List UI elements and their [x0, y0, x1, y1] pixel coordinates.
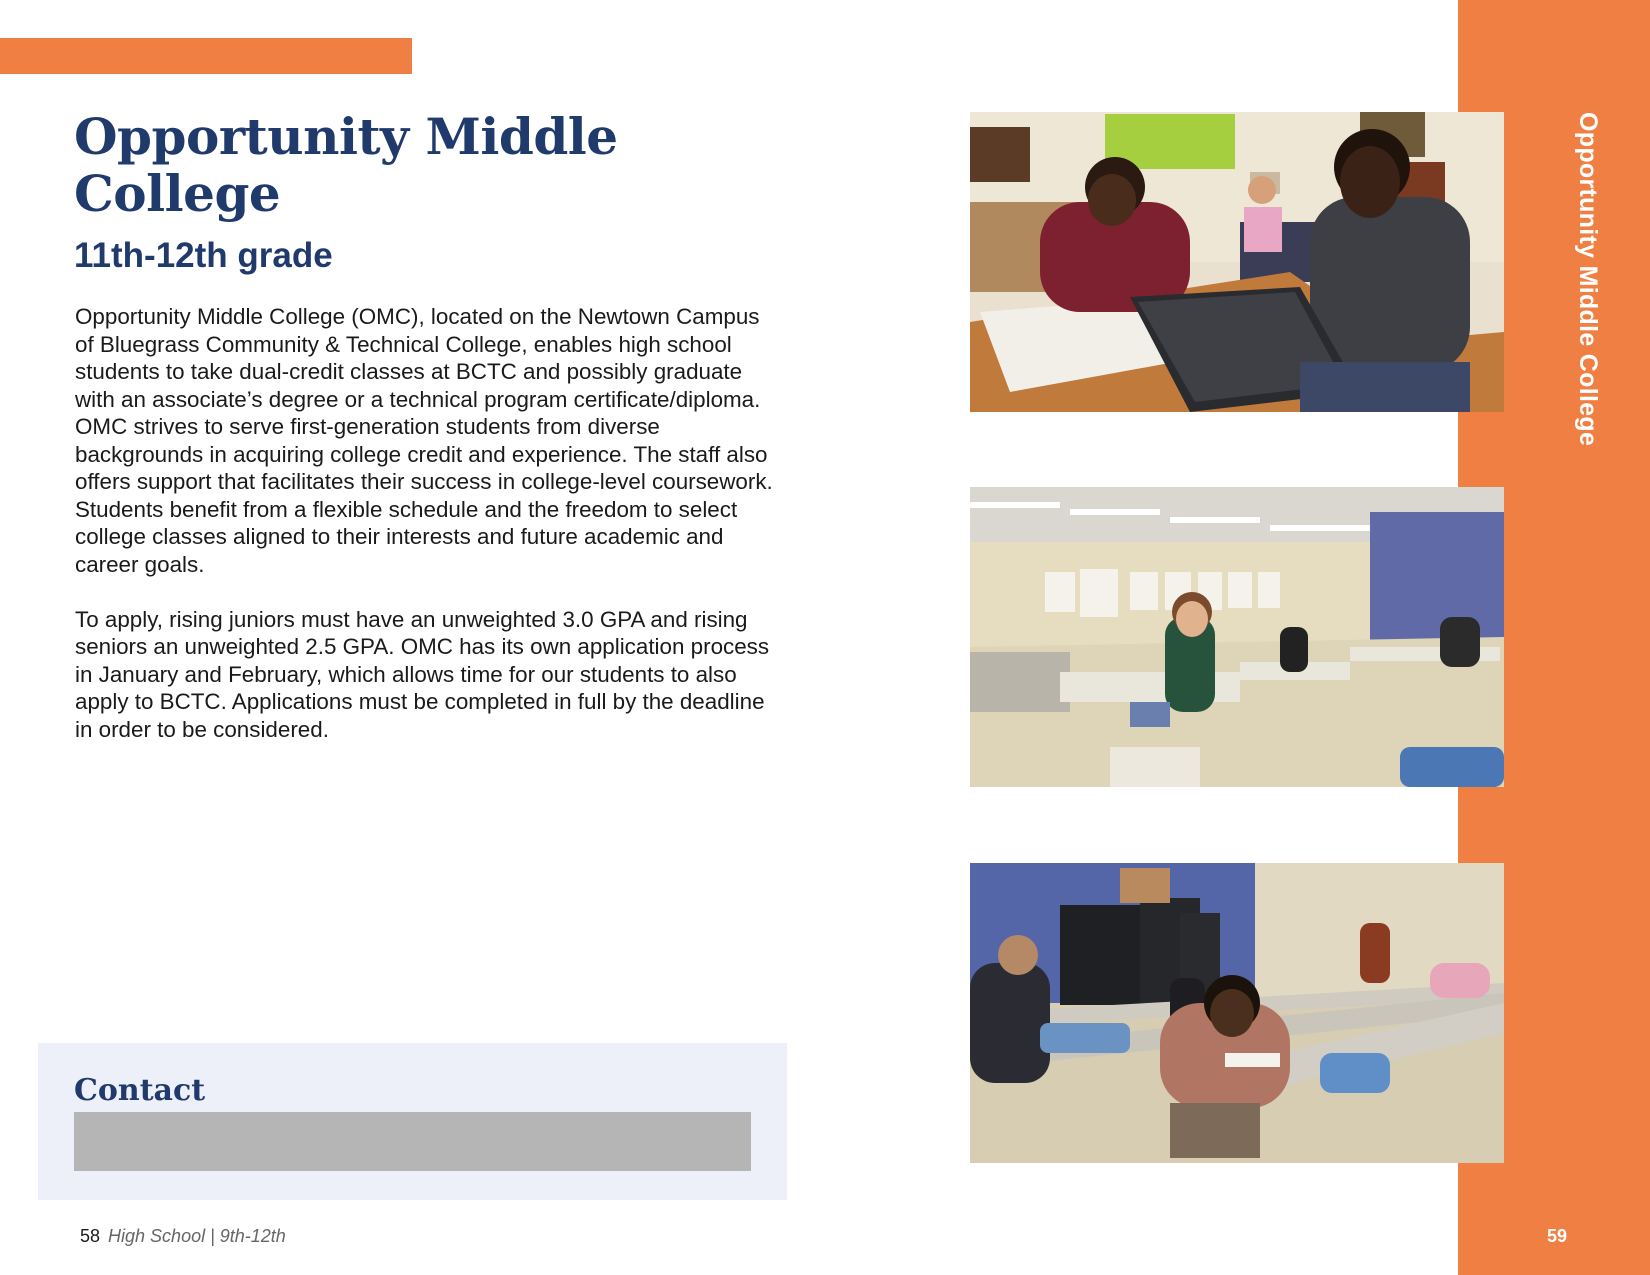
description-paragraph-2: To apply, rising juniors must have an unweighted 3.0 GPA and rising seniors an unweighted 2.5 GPA. OMC has its own application process in January and February, which allows time for our students to also apply to BCTC. Applications must be completed in full by the deadline in order to be considered. — [75, 606, 770, 742]
contact-redacted-block — [74, 1112, 751, 1171]
grade-subtitle: 11th-12th grade — [74, 236, 333, 275]
footer-section-label: High School | 9th-12th — [108, 1226, 286, 1246]
page-title: Opportunity Middle College — [74, 107, 618, 223]
photo-classroom-desks — [970, 487, 1504, 787]
side-section-label: Opportunity Middle College — [1574, 112, 1602, 447]
footer-left — [80, 1226, 286, 1247]
header-accent-bar — [0, 38, 412, 74]
contact-box — [38, 1043, 787, 1200]
page-number-right: 59 — [1547, 1226, 1568, 1246]
page-number-left: 58 — [80, 1226, 101, 1246]
contact-heading: Contact — [74, 1073, 206, 1108]
photo-students-writing — [970, 863, 1504, 1163]
photo-students-studying — [970, 112, 1504, 412]
description — [75, 303, 775, 771]
description-paragraph-1: Opportunity Middle College (OMC), located on the Newtown Campus of Bluegrass Community & Technical College, enables high school students to take dual-credit classes at BCTC and possibly graduate with an associate’s degree or a technical program certificate/diploma. OMC strives to serve first-generation students from diverse backgrounds in acquiring college credit and experience. The staff also offers support that facilitates their success in college-level coursework. Students benefit from a flexible schedule and the freedom to select college classes aligned to their interests and future academic and career goals. — [75, 304, 773, 577]
